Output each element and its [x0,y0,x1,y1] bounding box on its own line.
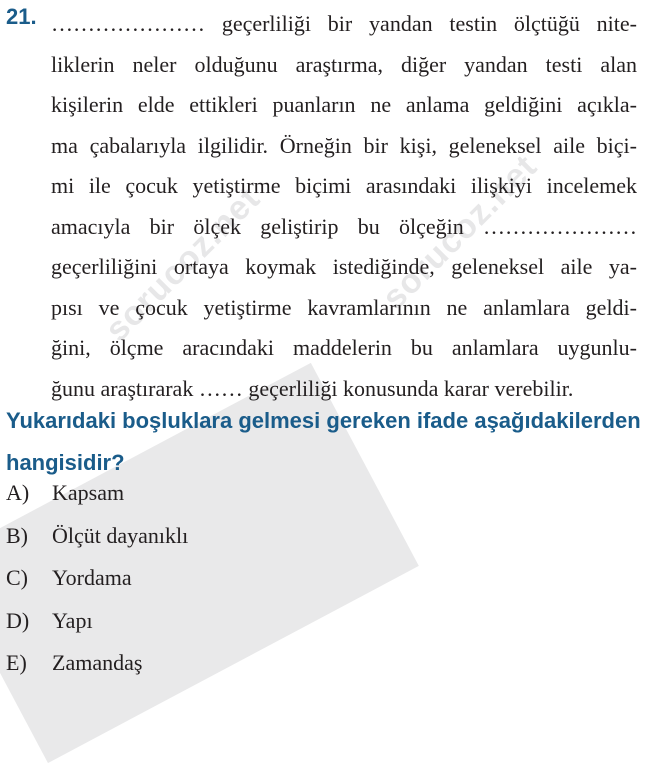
option-letter: C) [6,565,28,590]
question-stem [6,400,642,484]
option-text: Yordama [52,565,132,590]
option-text: Zamandaş [52,650,143,675]
option-letter: A) [6,480,30,505]
question-line: ………………… geçerliliği bir yandan testin ölçtüğü nite- [51,11,637,36]
question-line: pısı ve çocuk yetiştirme kavramlarının ne anlamlara geldi- [51,294,637,320]
option-text: Ölçüt dayanıklı [52,522,189,548]
option-c[interactable] [6,565,606,608]
question-line: geçerliliğini ortaya koymak istediğinde, geleneksel aile ya- [51,254,637,279]
option-d[interactable] [6,608,606,651]
question-line: amacıyla bir ölçek geliştirip bu ölçeğin ………………… [51,213,637,239]
option-b[interactable] [6,523,606,566]
option-letter: D) [6,607,30,633]
question-line: mi ile çocuk yetiştirme biçimi arasındaki ilişkiyi incelemek [51,173,637,198]
watermark-text: sorucoz.net [98,179,268,349]
question-line: kişilerin elde ettikleri puanların ne anlama geldiğini açıkla- [51,92,637,117]
option-a[interactable] [6,480,606,523]
question-text [51,4,637,409]
option-e[interactable] [6,650,606,693]
stem-line: Yukarıdaki boşluklara gelmesi gereken ifade aşağıdakilerden [6,408,641,433]
option-letter: B) [6,522,28,548]
option-text: Yapı [52,607,93,633]
question-line: liklerin neler olduğunu araştırma, diğer yandan testi alan [51,51,637,77]
stem-line: hangisidir? [6,450,125,475]
question-number: 21. [6,4,37,29]
option-letter: E) [6,650,27,675]
option-text: Kapsam [52,480,125,505]
question-line: ma çabalarıyla ilgilidir. Örneğin bir kişi, geleneksel aile biçi- [51,132,637,158]
watermark-text: sorucoz.net [375,147,545,317]
question-line: ğini, ölçme aracındaki maddelerin bu anlamlara uygunlu- [51,335,637,360]
answer-options [6,480,606,693]
question-line: ğunu araştırarak …… geçerliliği konusunda karar verebilir. [51,375,574,401]
